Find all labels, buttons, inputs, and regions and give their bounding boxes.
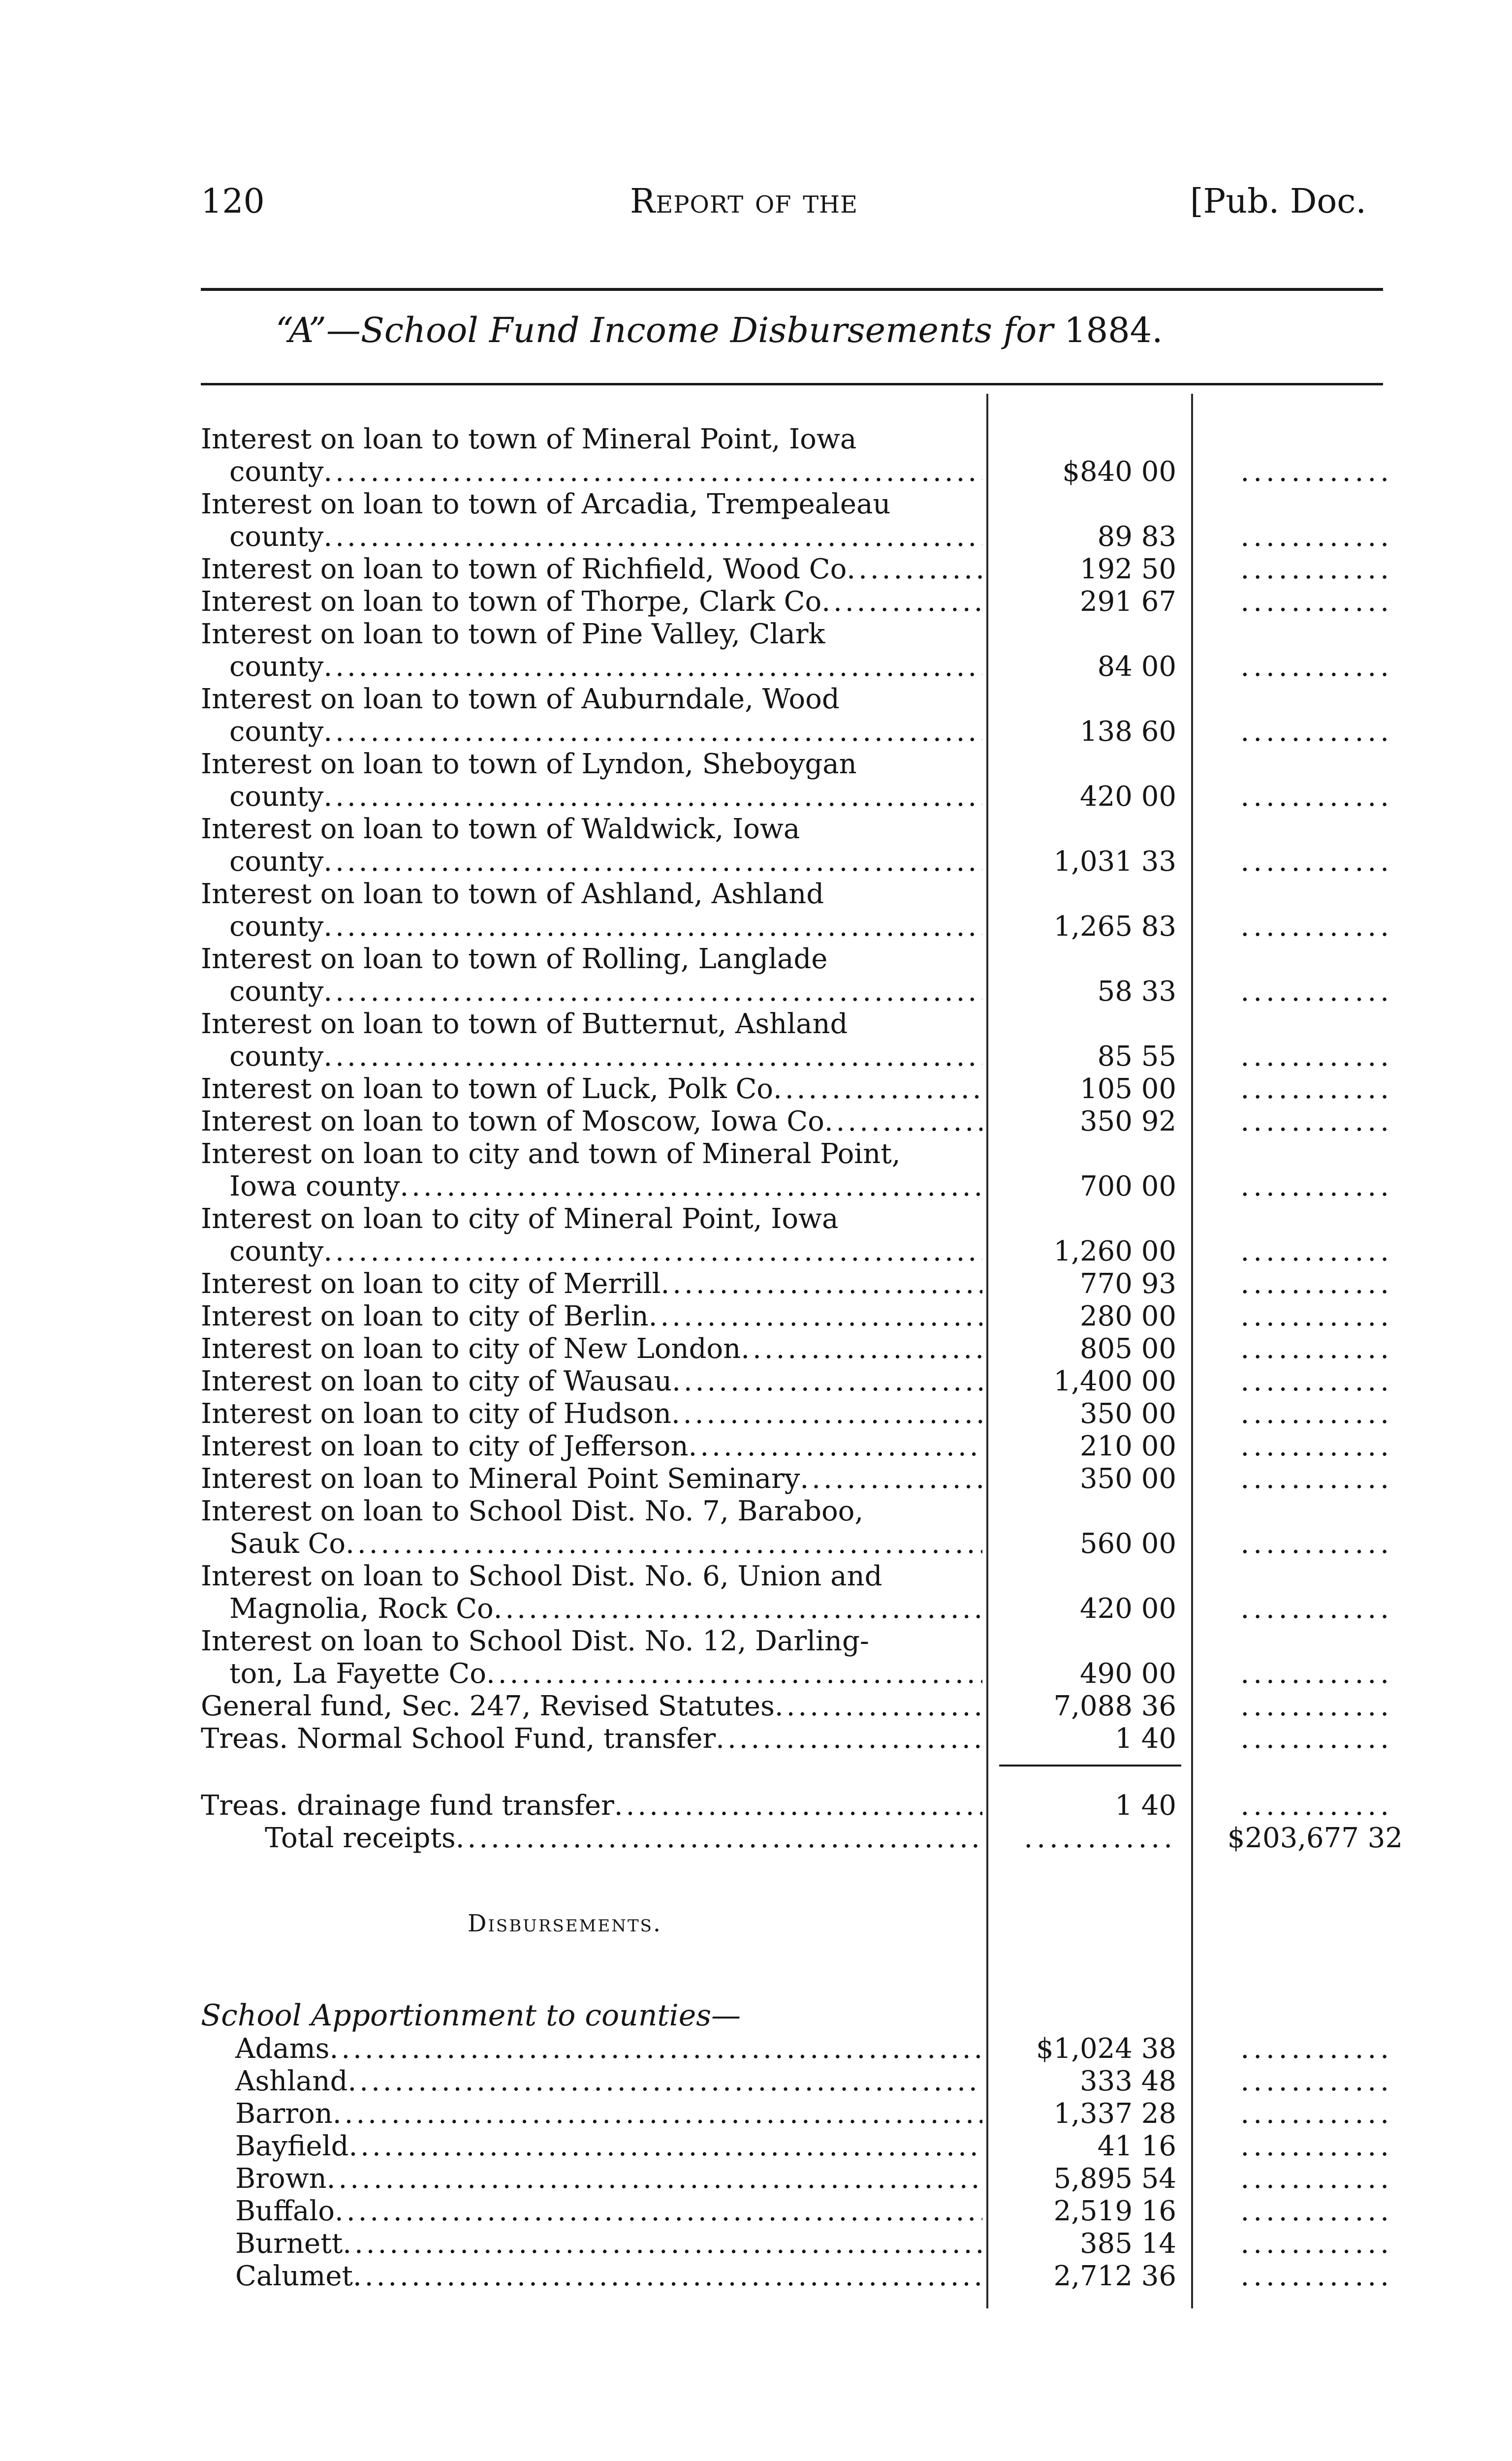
row-description-line xyxy=(201,1463,982,1495)
row-amount: 84 00 xyxy=(1097,651,1176,683)
county-amount: 385 14 xyxy=(1080,2228,1176,2260)
dot-leader xyxy=(671,1398,982,1430)
row-amount: 420 00 xyxy=(1080,781,1176,813)
dot-leader xyxy=(335,2195,982,2228)
row-total-leader xyxy=(1201,1723,1393,1755)
row-description-line: Interest on loan to School Dist. No. 12, Darling- xyxy=(201,1625,869,1657)
row-description-text: Treas. Normal School Fund, transfer xyxy=(201,1723,716,1755)
row-total-leader xyxy=(1201,1398,1393,1430)
row-amount: 85 55 xyxy=(1097,1041,1176,1073)
county-name: Calumet xyxy=(235,2260,353,2292)
row-description-continuation xyxy=(201,1528,982,1560)
dot-leader xyxy=(494,1593,982,1625)
row-amount: 700 00 xyxy=(1080,1170,1176,1202)
dot-leader xyxy=(343,2228,982,2260)
row-amount: 1,265 83 xyxy=(1053,911,1176,943)
dot-leader xyxy=(353,2260,982,2293)
row-description-line xyxy=(201,2130,982,2163)
row-description xyxy=(201,1268,982,1300)
row-total-leader xyxy=(1201,456,1393,488)
running-title: Report of the xyxy=(630,182,858,221)
row-description xyxy=(201,1790,982,1822)
row-description xyxy=(201,1300,982,1333)
disbursements-title: Disbursements. xyxy=(468,1910,662,1937)
row-description-text: county xyxy=(229,911,324,943)
row-description-text: county xyxy=(229,781,324,813)
row-description-text: Interest on loan to town of Thorpe, Clark Co xyxy=(201,586,822,618)
row-description xyxy=(201,553,982,586)
row-description-continuation xyxy=(201,781,982,813)
dot-leader xyxy=(347,2065,982,2098)
dot-leader xyxy=(323,651,982,683)
row-description-line xyxy=(201,2260,982,2293)
row-amount: 1,260 00 xyxy=(1053,1235,1176,1267)
row-total-leader xyxy=(1201,553,1393,586)
caption-for: for xyxy=(1003,310,1053,350)
row-description-continuation xyxy=(201,846,982,878)
county-amount: 333 48 xyxy=(1080,2065,1176,2097)
row-description-continuation xyxy=(201,976,982,1008)
dot-leader xyxy=(323,781,982,813)
row-description-text: county xyxy=(229,456,324,488)
dot-leader xyxy=(330,2033,982,2065)
row-amount: 105 00 xyxy=(1080,1073,1176,1105)
row-description xyxy=(201,748,982,813)
county-amount: 2,519 16 xyxy=(1053,2195,1176,2227)
row-description-line xyxy=(201,586,982,618)
row-description-text: Sauk Co xyxy=(229,1528,346,1560)
row-amount: 7,088 36 xyxy=(1053,1690,1176,1722)
row-amount: 805 00 xyxy=(1080,1333,1176,1365)
row-description xyxy=(201,586,982,618)
dot-leader xyxy=(773,1073,982,1105)
row-description-text: county xyxy=(229,1041,324,1073)
row-total-leader xyxy=(1201,911,1393,943)
row-description-text: county xyxy=(229,846,324,878)
row-total-leader xyxy=(1201,1170,1393,1203)
row-description-line: Interest on loan to town of Ashland, Ashland xyxy=(201,878,824,910)
row-description-line: Interest on loan to town of Waldwick, Iowa xyxy=(201,813,800,845)
row-amount: 1 40 xyxy=(1115,1790,1176,1822)
row-description-line xyxy=(201,553,982,586)
row-description-line xyxy=(201,1430,982,1463)
row-total-leader xyxy=(1201,1593,1393,1625)
row-description xyxy=(201,1138,982,1203)
row-amount: 1 40 xyxy=(1115,1723,1176,1755)
dot-leader xyxy=(456,1822,982,1855)
dot-leader xyxy=(741,1333,982,1365)
row-description xyxy=(201,488,982,553)
row-total-leader xyxy=(1201,1268,1393,1300)
row-description xyxy=(201,1625,982,1690)
row-amount: 210 00 xyxy=(1080,1430,1176,1462)
row-amount: 291 67 xyxy=(1080,586,1176,618)
row-total-leader xyxy=(1201,716,1393,748)
row-description-continuation xyxy=(201,1170,982,1203)
row-description xyxy=(201,943,982,1008)
dot-leader xyxy=(716,1723,982,1755)
row-description-continuation xyxy=(201,1235,982,1268)
row-description xyxy=(201,2228,982,2260)
row-amount: 350 00 xyxy=(1080,1398,1176,1430)
row-amount: 420 00 xyxy=(1080,1593,1176,1625)
row-description-line: Interest on loan to town of Lyndon, Sheboygan xyxy=(201,748,857,780)
row-description xyxy=(201,2130,982,2163)
row-description-text: Interest on loan to town of Moscow, Iowa Co xyxy=(201,1105,824,1137)
row-description-line: Interest on loan to town of Rolling, Langlade xyxy=(201,943,828,975)
row-total-leader xyxy=(1201,586,1393,618)
row-description-continuation xyxy=(201,651,982,683)
row-description-continuation xyxy=(201,1658,982,1690)
row-description-text: Interest on loan to town of Richfield, Wood Co xyxy=(201,553,847,585)
row-amount: 58 33 xyxy=(1097,976,1176,1008)
row-description xyxy=(201,1105,982,1138)
row-total-leader xyxy=(1201,651,1393,683)
row-amount-leader xyxy=(994,1822,1176,1855)
row-description-text: county xyxy=(229,716,324,748)
dot-leader xyxy=(323,976,982,1008)
row-description xyxy=(201,1560,982,1625)
row-description-line xyxy=(201,1300,982,1333)
row-description xyxy=(201,878,982,943)
row-description-text: county xyxy=(229,651,324,683)
row-description xyxy=(201,1430,982,1463)
row-total-leader xyxy=(1201,1528,1393,1560)
row-total-leader xyxy=(1201,1365,1393,1398)
row-description-continuation xyxy=(201,911,982,943)
row-description-continuation xyxy=(201,716,982,748)
row-description xyxy=(201,1398,982,1430)
row-description-line xyxy=(201,2033,982,2065)
row-total-leader xyxy=(1201,2098,1393,2130)
row-description xyxy=(201,2065,982,2098)
row-description-text: Interest on loan to town of Luck, Polk Co xyxy=(201,1073,774,1105)
section-heading: School Apportionment to counties— xyxy=(201,1998,741,2033)
row-description xyxy=(201,1463,982,1495)
row-description xyxy=(201,1008,982,1073)
dot-leader xyxy=(649,1300,982,1333)
row-description-text: Magnolia, Rock Co xyxy=(229,1593,494,1625)
row-description-line xyxy=(201,1268,982,1300)
row-description xyxy=(201,423,982,488)
row-description-text: county xyxy=(229,521,324,553)
row-amount: 280 00 xyxy=(1080,1300,1176,1332)
row-amount: 350 00 xyxy=(1080,1463,1176,1495)
dot-leader xyxy=(775,1690,982,1723)
row-description-text: Interest on loan to Mineral Point Seminary xyxy=(201,1463,800,1495)
row-description-line: Interest on loan to town of Arcadia, Trempealeau xyxy=(201,488,891,520)
row-description-text: Interest on loan to city of Merrill xyxy=(201,1268,661,1300)
row-description-line: Interest on loan to town of Butternut, Ashland xyxy=(201,1008,848,1040)
row-total-leader xyxy=(1201,1073,1393,1105)
dot-leader xyxy=(800,1463,982,1495)
county-amount: 5,895 54 xyxy=(1053,2163,1176,2195)
dot-leader xyxy=(661,1268,982,1300)
row-total-leader xyxy=(1201,1658,1393,1690)
row-description-line xyxy=(201,2195,982,2228)
row-total-leader xyxy=(1201,1690,1393,1723)
county-name: Adams xyxy=(235,2033,330,2065)
row-description-text: Iowa county xyxy=(229,1170,400,1202)
row-description-line: Interest on loan to town of Auburndale, Wood xyxy=(201,683,840,715)
row-description-text: county xyxy=(229,976,324,1008)
row-description-continuation xyxy=(201,1041,982,1073)
row-description-line xyxy=(201,1690,982,1723)
row-description-line xyxy=(201,1365,982,1398)
row-description xyxy=(201,1723,982,1755)
row-total-leader xyxy=(1201,1300,1393,1333)
row-total-leader xyxy=(1201,1041,1393,1073)
row-amount: 770 93 xyxy=(1080,1268,1176,1300)
county-amount: 2,712 36 xyxy=(1053,2260,1176,2292)
row-description-text: ton, La Fayette Co xyxy=(229,1658,486,1690)
row-description xyxy=(201,683,982,748)
row-description-line: Interest on loan to town of Pine Valley, Clark xyxy=(201,618,825,650)
county-amount: $1,024 38 xyxy=(1036,2033,1176,2065)
dot-leader xyxy=(323,716,982,748)
county-amount: 41 16 xyxy=(1097,2130,1176,2162)
row-description-line xyxy=(201,1723,982,1755)
row-total-leader xyxy=(1201,976,1393,1008)
row-description-line xyxy=(201,1333,982,1365)
row-description-text: Interest on loan to city of Hudson xyxy=(201,1398,671,1430)
dot-leader xyxy=(346,1528,982,1560)
row-total-leader xyxy=(1201,1235,1393,1268)
row-total-leader xyxy=(1201,2195,1393,2228)
row-total-leader xyxy=(1201,1430,1393,1463)
row-total-leader xyxy=(1201,2228,1393,2260)
row-amount: 350 92 xyxy=(1080,1105,1176,1137)
dot-leader xyxy=(327,2163,982,2195)
row-description-text: Interest on loan to city of Berlin xyxy=(201,1300,649,1332)
row-description-line: Interest on loan to city of Mineral Point, Iowa xyxy=(201,1203,839,1235)
row-description-text: Treas. drainage fund transfer xyxy=(201,1790,614,1822)
row-description-text: county xyxy=(229,1235,324,1267)
row-description-line xyxy=(201,2228,982,2260)
row-description xyxy=(201,813,982,878)
dot-leader xyxy=(824,1105,982,1138)
row-total-leader xyxy=(1201,2260,1393,2293)
caption-label: “A”— xyxy=(276,310,361,350)
county-name: Brown xyxy=(235,2163,327,2195)
row-description xyxy=(201,1333,982,1365)
row-total-leader xyxy=(1201,521,1393,553)
dot-leader xyxy=(847,553,982,586)
row-description-text: General fund, Sec. 247, Revised Statutes xyxy=(201,1690,775,1722)
row-total-leader xyxy=(1201,2130,1393,2163)
row-total-leader xyxy=(1201,2163,1393,2195)
row-total-leader xyxy=(1201,2033,1393,2065)
row-description xyxy=(201,2033,982,2065)
county-name: Bayfield xyxy=(235,2130,349,2162)
row-description-continuation xyxy=(201,1593,982,1625)
dot-leader xyxy=(400,1170,982,1203)
document-label: [Pub. Doc. xyxy=(1190,182,1366,221)
dot-leader xyxy=(323,456,982,488)
county-name: Buffalo xyxy=(235,2195,335,2227)
row-amount: 1,400 00 xyxy=(1053,1365,1176,1397)
row-amount: 89 83 xyxy=(1097,521,1176,553)
row-description xyxy=(201,1495,982,1560)
row-description-line xyxy=(201,1073,982,1105)
row-description-line xyxy=(201,1790,982,1822)
row-description xyxy=(201,2163,982,2195)
row-amount: $840 00 xyxy=(1062,456,1176,488)
dot-leader xyxy=(348,2130,982,2163)
row-amount: 138 60 xyxy=(1080,716,1176,748)
row-description-line: Interest on loan to School Dist. No. 6, Union and xyxy=(201,1560,882,1592)
row-description-line xyxy=(201,2065,982,2098)
dot-leader xyxy=(689,1430,982,1463)
row-description xyxy=(201,2098,982,2130)
row-total-leader xyxy=(1201,1463,1393,1495)
row-description-line xyxy=(201,1398,982,1430)
row-description-line xyxy=(201,2098,982,2130)
caption-italic: School Fund Income Disbursements xyxy=(360,310,992,350)
row-total-leader xyxy=(1201,846,1393,878)
subtotal-rule xyxy=(999,1765,1181,1767)
row-description xyxy=(201,1822,982,1855)
county-name: Ashland xyxy=(235,2065,348,2097)
county-name: Barron xyxy=(235,2098,333,2130)
caption-year: 1884. xyxy=(1064,310,1163,350)
county-name: Burnett xyxy=(235,2228,343,2260)
row-description-line: Interest on loan to city and town of Mineral Point, xyxy=(201,1138,901,1170)
row-description-continuation xyxy=(201,521,982,553)
dot-leader xyxy=(323,846,982,878)
dot-leader xyxy=(323,1041,982,1073)
page-number: 120 xyxy=(201,182,265,221)
row-amount: 1,031 33 xyxy=(1053,846,1176,878)
row-total-leader xyxy=(1201,2065,1393,2098)
row-total-leader xyxy=(1201,1105,1393,1138)
row-total-leader xyxy=(1201,1333,1393,1365)
row-description-line: Interest on loan to School Dist. No. 7, Baraboo, xyxy=(201,1495,864,1527)
row-total-leader xyxy=(1201,781,1393,813)
row-description xyxy=(201,1690,982,1723)
row-description-continuation xyxy=(201,456,982,488)
row-description-line xyxy=(201,2163,982,2195)
row-description-line xyxy=(201,1105,982,1138)
row-description xyxy=(201,1073,982,1105)
dot-leader xyxy=(333,2098,982,2130)
row-description xyxy=(201,1365,982,1398)
row-description-text: Interest on loan to city of New London xyxy=(201,1333,741,1365)
row-description xyxy=(201,1203,982,1268)
dot-leader xyxy=(323,1235,982,1268)
row-amount: 192 50 xyxy=(1080,553,1176,585)
dot-leader xyxy=(486,1658,982,1690)
row-amount: 490 00 xyxy=(1080,1658,1176,1690)
row-description-text: Interest on loan to city of Wausau xyxy=(201,1365,672,1397)
row-description-line xyxy=(201,1822,982,1855)
county-amount: 1,337 28 xyxy=(1053,2098,1176,2130)
total-amount: $203,677 32 xyxy=(1227,1822,1403,1854)
row-description xyxy=(201,2260,982,2293)
dot-leader xyxy=(323,521,982,553)
dot-leader xyxy=(614,1790,982,1822)
row-description xyxy=(201,2195,982,2228)
row-description-line: Interest on loan to town of Mineral Point, Iowa xyxy=(201,423,857,455)
row-description-text: Interest on loan to city of Jefferson xyxy=(201,1430,689,1462)
row-description xyxy=(201,618,982,683)
total-label: Total receipts xyxy=(265,1822,456,1854)
dot-leader xyxy=(323,911,982,943)
row-total-leader xyxy=(1201,1790,1393,1822)
row-amount: 560 00 xyxy=(1080,1528,1176,1560)
dot-leader xyxy=(672,1365,982,1398)
dot-leader xyxy=(821,586,982,618)
